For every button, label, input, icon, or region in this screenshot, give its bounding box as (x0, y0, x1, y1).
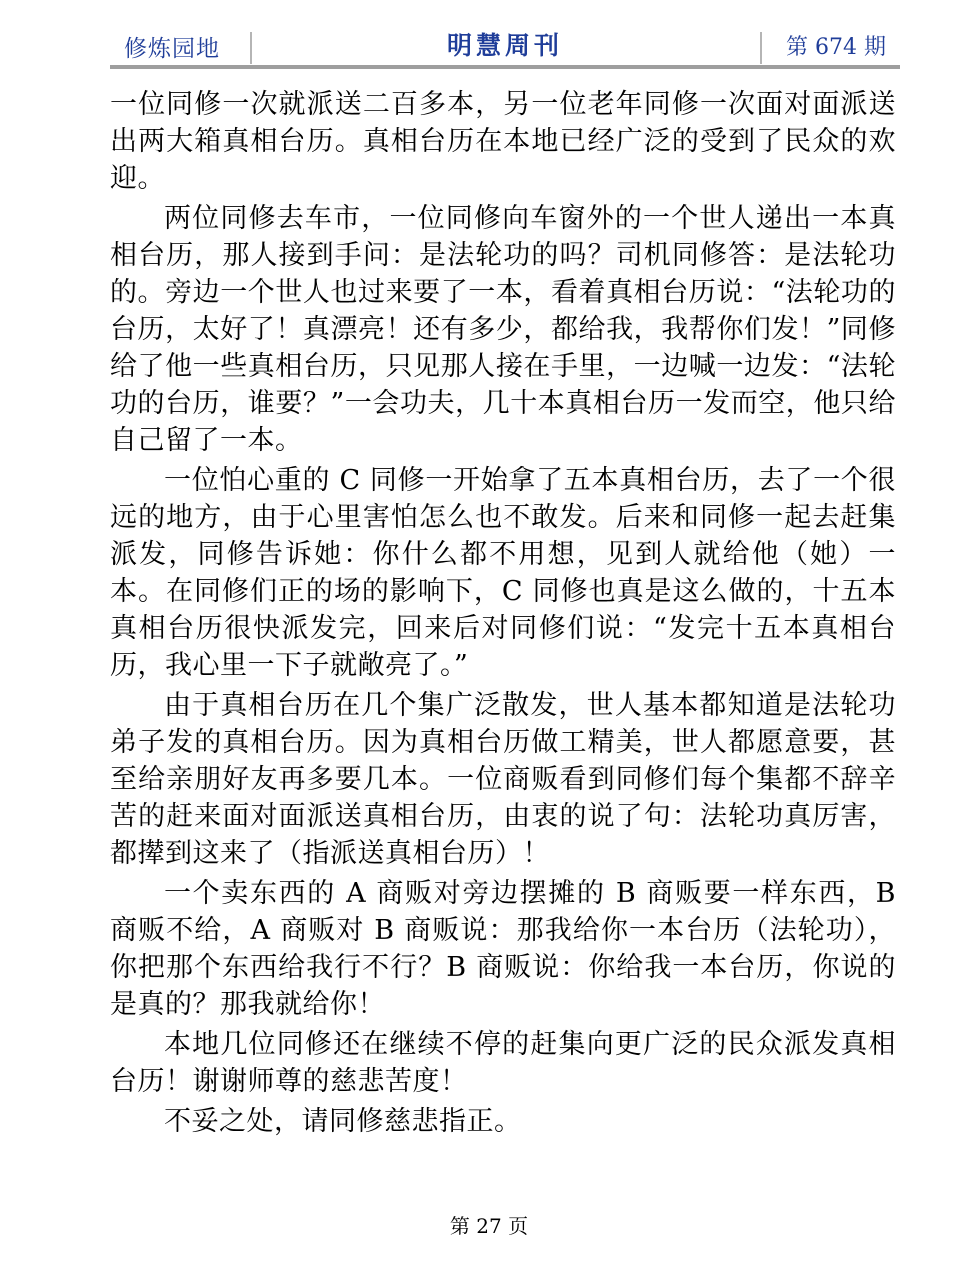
issue-number: 第 674 期 (786, 35, 886, 60)
article-body (110, 86, 896, 1143)
section-title: 修炼园地 (124, 36, 220, 62)
header-divider-right (760, 32, 762, 64)
publication-title: 明慧周刊 (446, 31, 563, 60)
page-number: 第 27 页 (449, 1214, 529, 1238)
header-divider-left (250, 32, 252, 64)
paragraph-5: 一个卖东西的 A 商贩对旁边摆摊的 B 商贩要一样东西，B 商贩不给，A 商贩对 B 商贩说：那我给你一本台历（法轮功），你把那个东西给我行不行？B 商贩说：你给我一本台历，你说的是真的？那我就给你！ (110, 878, 896, 1020)
paragraph-3: 一位怕心重的 C 同修一开始拿了五本真相台历，去了一个很远的地方，由于心里害怕怎么也不敢发。后来和同修一起去赶集派发，同修告诉她：你什么都不用想，见到人就给他（她）一本。在同修们正的场的影响下，C 同修也真是这么做的，十五本真相台历很快派发完，回来后对同修们说：“发完十五本真相台历，我心里一下子就敞亮了。” (110, 465, 896, 681)
paragraph-7: 不妥之处，请同修慈悲指正。 (164, 1106, 522, 1137)
paragraph-6: 本地几位同修还在继续不停的赶集向更广泛的民众派发真相台历！谢谢师尊的慈悲苦度！ (110, 1029, 896, 1097)
paragraph-2: 两位同修去车市，一位同修向车窗外的一个世人递出一本真相台历，那人接到手问：是法轮功的吗？司机同修答：是法轮功的。旁边一个世人也过来要了一本，看着真相台历说：“法轮功的台历，太好了！真漂亮！还有多少，都给我，我帮你们发！”同修给了他一些真相台历，只见那人接在手里，一边喊一边发：“法轮功的台历，谁要？”一会功夫，几十本真相台历一发而空，他只给自己留了一本。 (110, 203, 896, 456)
paragraph-4: 由于真相台历在几个集广泛散发，世人基本都知道是法轮功弟子发的真相台历。因为真相台历做工精美，世人都愿意要，甚至给亲朋好友再多要几本。一位商贩看到同修们每个集都不辞辛苦的赶来面对面派送真相台历，由衷的说了句：法轮功真厉害，都撵到这来了（指派送真相台历）！ (110, 690, 896, 869)
header-rule (110, 65, 900, 69)
paragraph-1: 一位同修一次就派送二百多本，另一位老年同修一次面对面派送出两大箱真相台历。真相台历在本地已经广泛的受到了民众的欢迎。 (110, 89, 896, 194)
page-header (110, 24, 900, 68)
